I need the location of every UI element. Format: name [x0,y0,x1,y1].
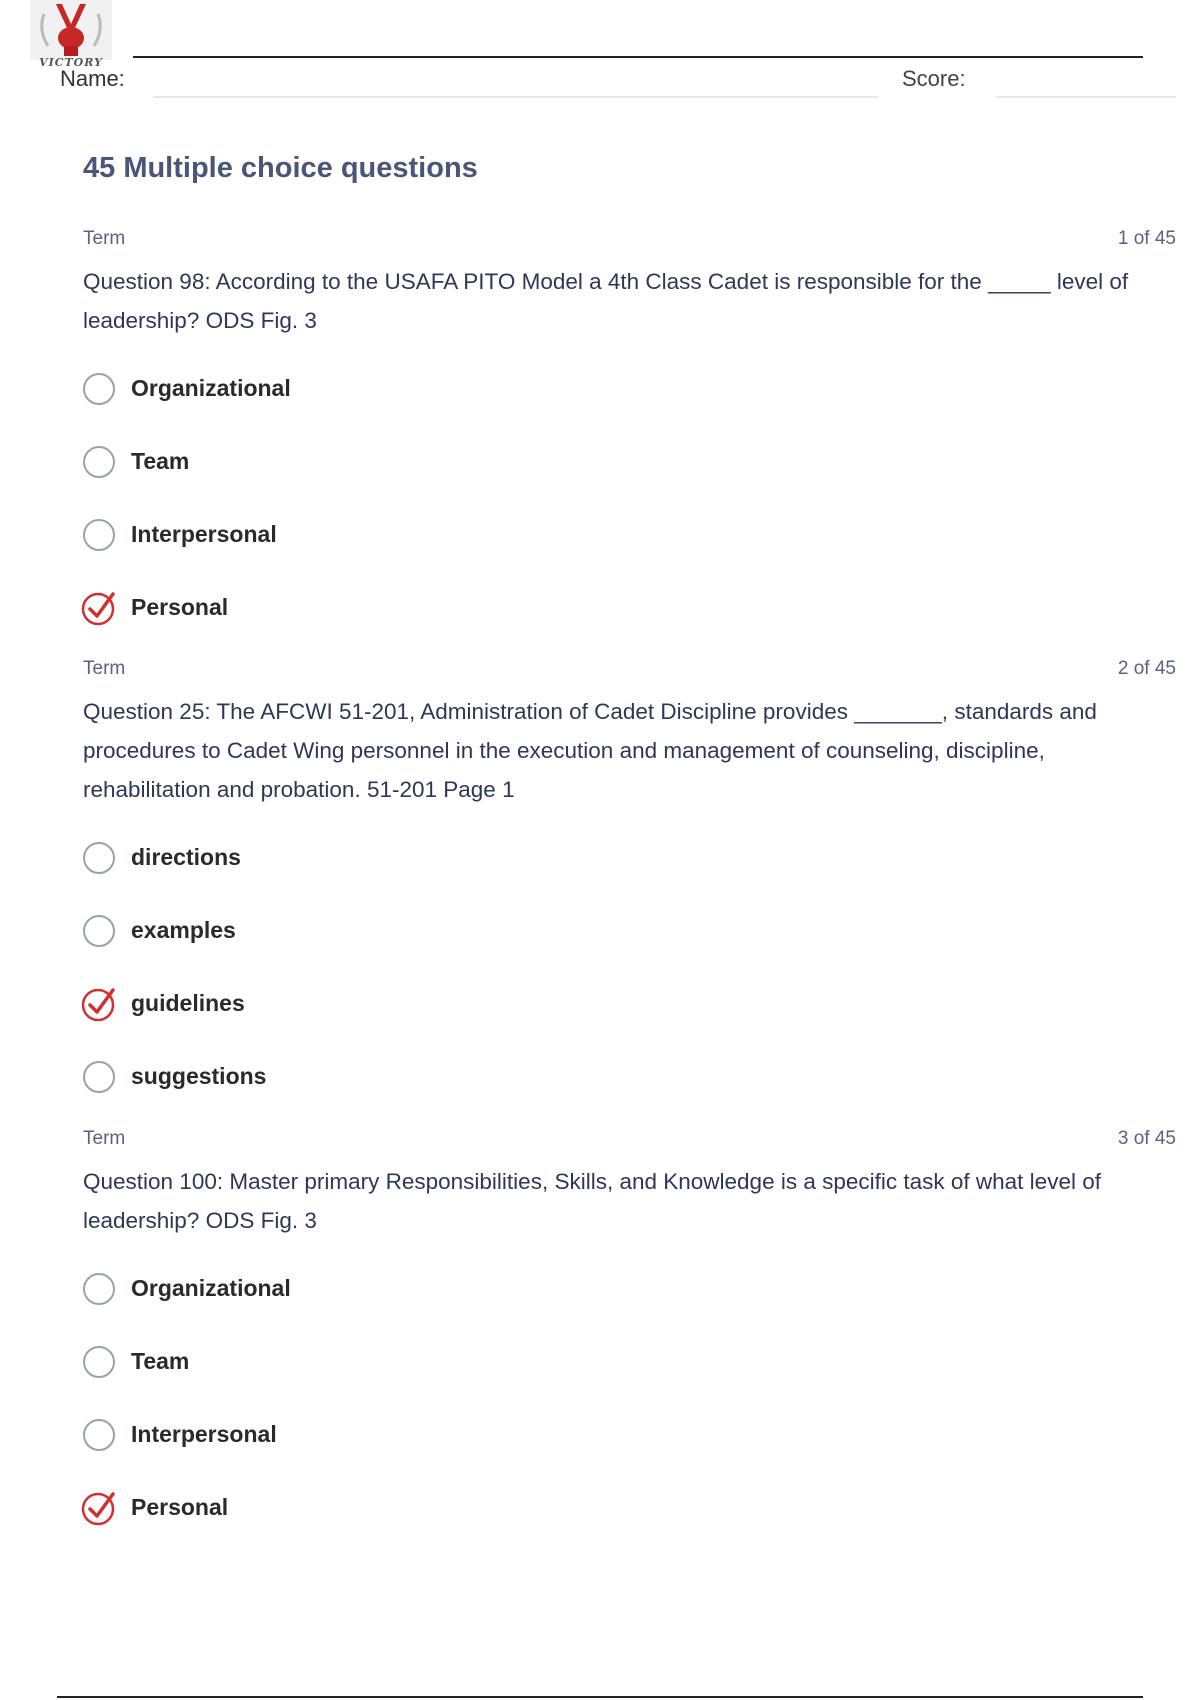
footer-rule [57,1696,1143,1698]
radio-unchecked-icon[interactable] [83,1346,115,1378]
radio-unchecked-icon[interactable] [83,519,115,551]
answer-option[interactable] [83,894,1176,967]
question-counter: 3 of 45 [1117,1128,1176,1149]
answer-option[interactable] [83,1040,1176,1113]
radio-unchecked-icon[interactable] [83,446,115,478]
option-label: Personal [131,594,229,620]
section-title: 45 Multiple choice questions [83,152,478,184]
option-label: Team [131,448,190,474]
option-label: suggestions [131,1063,267,1089]
term-label: Term [83,1128,126,1149]
answer-option[interactable] [83,498,1176,571]
question-card [83,1128,1176,1544]
option-label: Interpersonal [131,521,277,547]
radio-unchecked-icon[interactable] [83,842,115,874]
option-label: Organizational [131,1275,291,1301]
option-label: examples [131,917,236,943]
answer-option-selected[interactable] [83,967,1176,1040]
answer-option-selected[interactable] [83,571,1176,644]
radio-unchecked-icon[interactable] [83,373,115,405]
question-card [83,228,1176,644]
term-label: Term [83,658,126,679]
answer-option[interactable] [83,821,1176,894]
question-counter: 2 of 45 [1117,658,1176,679]
name-label: Name: [60,66,125,91]
term-label: Term [83,228,126,249]
answer-option[interactable] [83,425,1176,498]
question-text: Question 25: The AFCWI 51-201, Administration of Cadet Discipline provides _______, standards and procedures to Cadet Wing personnel in the execution and management of counseling, discipline, rehabilitation and probation. 51-201 Page 1 [83,699,1097,802]
option-label: Interpersonal [131,1421,277,1447]
question-card [83,658,1176,1113]
option-label: Organizational [131,375,291,401]
answer-option[interactable] [83,352,1176,425]
question-counter: 1 of 45 [1117,228,1176,249]
radio-unchecked-icon[interactable] [83,1273,115,1305]
radio-unchecked-icon[interactable] [83,1419,115,1451]
answer-option-selected[interactable] [83,1471,1176,1544]
header-rule [133,56,1143,58]
question-text: Question 100: Master primary Responsibilities, Skills, and Knowledge is a specific task of what level of leadership? ODS Fig. 3 [83,1169,1101,1233]
option-label: Team [131,1348,190,1374]
check-mark-icon[interactable] [79,984,119,1024]
answer-option[interactable] [83,1325,1176,1398]
radio-unchecked-icon[interactable] [83,1061,115,1093]
option-label: directions [131,844,241,870]
victory-hand-icon [30,0,112,60]
answer-option[interactable] [83,1398,1176,1471]
option-label: Personal [131,1494,229,1520]
check-mark-icon[interactable] [79,588,119,628]
check-mark-icon[interactable] [79,1488,119,1528]
question-text: Question 98: According to the USAFA PITO Model a 4th Class Cadet is responsible for the _____ level of leadership? ODS Fig. 3 [83,269,1129,333]
name-field-line[interactable] [153,96,878,98]
score-label: Score: [902,66,966,91]
answer-option[interactable] [83,1252,1176,1325]
score-field-line[interactable] [996,96,1176,98]
option-label: guidelines [131,990,245,1016]
logo-wordmark: VICTORY [39,56,103,69]
radio-unchecked-icon[interactable] [83,915,115,947]
